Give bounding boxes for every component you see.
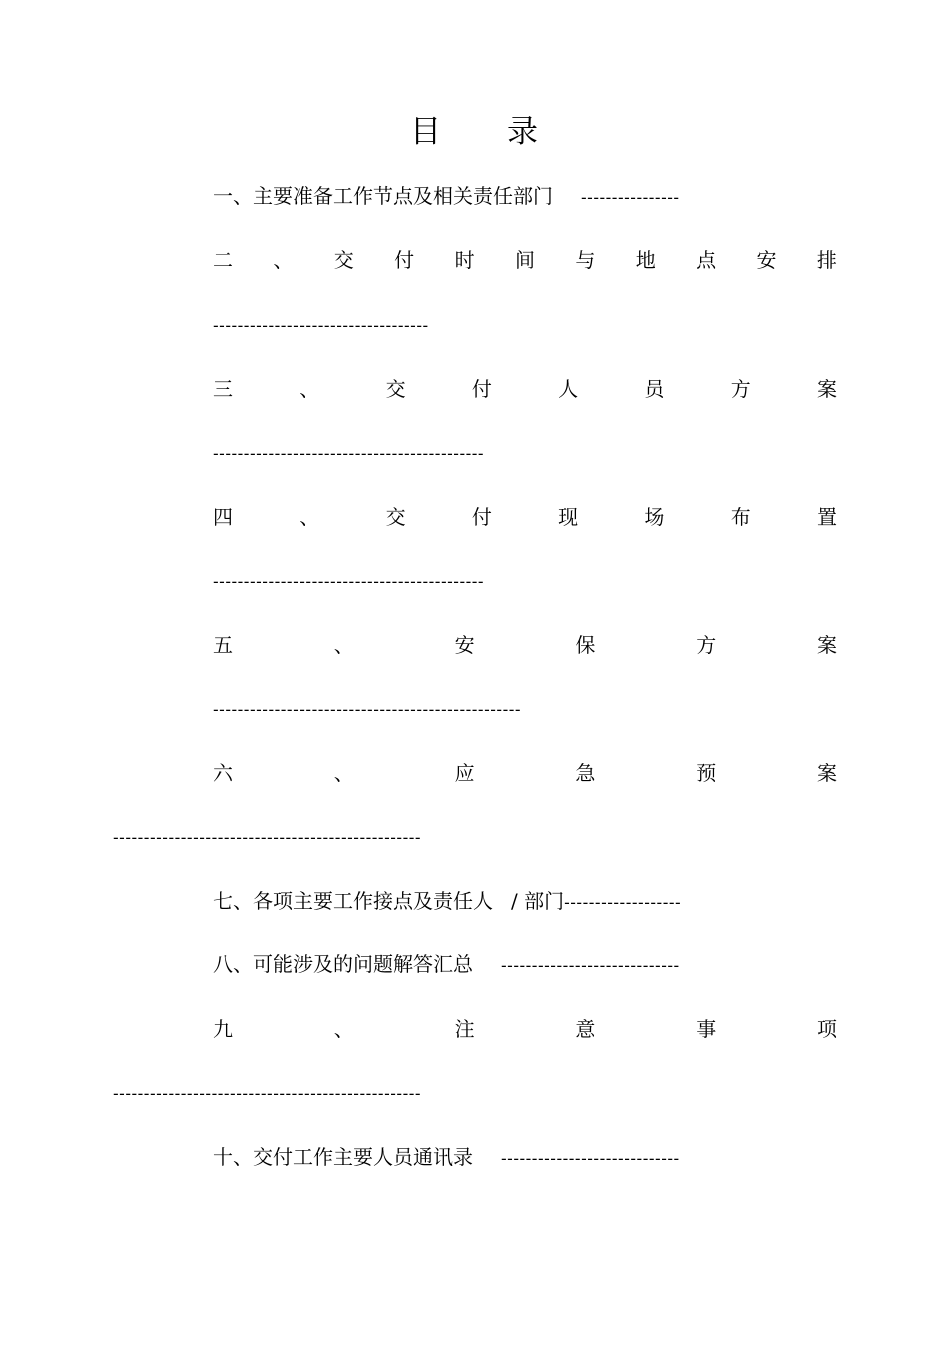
- toc-entry-char: 、: [333, 761, 354, 785]
- toc-entry-char: 二: [213, 248, 233, 272]
- toc-entry-char: 置: [816, 505, 837, 529]
- toc-entry-char: 付: [471, 377, 492, 401]
- toc-entry-text: 一、主要准备工作节点及相关责任部门: [213, 184, 553, 208]
- toc-leader: --------------------------------------------: [213, 572, 485, 591]
- toc-entry-char: 事: [696, 1017, 717, 1041]
- toc-entry-char: 三: [213, 377, 233, 401]
- toc-entry-7[interactable]: [213, 886, 681, 918]
- toc-entry-char: 方: [730, 377, 751, 401]
- toc-entry-char: 九: [213, 1017, 233, 1041]
- toc-entry-char: 、: [333, 633, 354, 657]
- toc-entry-text: 十、交付工作主要人员通讯录: [213, 1145, 473, 1169]
- toc-entry-char: 意: [575, 1017, 596, 1041]
- toc-entry-char: 交: [385, 377, 406, 401]
- toc-entry-char: 预: [696, 761, 717, 785]
- toc-entry-char: 地: [635, 248, 656, 272]
- toc-leader: -----------------------------: [501, 1149, 680, 1168]
- title-char-2: 录: [507, 114, 540, 150]
- toc-entry-char: 项: [816, 1017, 837, 1041]
- toc-leader: --------------------------------------------------: [113, 1084, 422, 1103]
- toc-entry-char: 安: [756, 248, 777, 272]
- toc-entry-char: 布: [730, 505, 751, 529]
- toc-entry-char: 付: [394, 248, 415, 272]
- toc-entry-2[interactable]: [213, 245, 837, 275]
- toc-entry-char: 四: [213, 505, 233, 529]
- toc-entry-char: 场: [644, 505, 665, 529]
- toc-leader: ----------------: [581, 188, 680, 207]
- toc-leader: -----------------------------: [501, 956, 680, 975]
- toc-entry-char: 案: [816, 633, 837, 657]
- toc-entry-char: 五: [213, 633, 233, 657]
- toc-entry-char: 应: [454, 761, 475, 785]
- toc-entry-char: 排: [816, 248, 837, 272]
- title-char-1: 目: [410, 114, 443, 150]
- toc-entry-char: 点: [696, 248, 717, 272]
- toc-entry-char: 人: [558, 377, 579, 401]
- toc-entry-char: 、: [299, 505, 320, 529]
- toc-entry-4[interactable]: [213, 502, 837, 532]
- toc-entry-char: 、: [273, 248, 294, 272]
- toc-entry-char: 交: [385, 505, 406, 529]
- toc-entry-char: 注: [454, 1017, 475, 1041]
- toc-entry-char: 保: [575, 633, 596, 657]
- toc-entry-char: 方: [696, 633, 717, 657]
- toc-leader: --------------------------------------------: [213, 444, 485, 463]
- toc-entry-char: 交: [333, 248, 354, 272]
- toc-entry-char: 员: [644, 377, 665, 401]
- page-title: [0, 108, 950, 156]
- toc-entry-3[interactable]: [213, 374, 837, 404]
- toc-entry-char: 、: [299, 377, 320, 401]
- toc-leader: --------------------------------------------------: [213, 700, 522, 719]
- toc-entry-8[interactable]: [213, 949, 680, 981]
- toc-entry-char: 时: [454, 248, 475, 272]
- toc-entry-text-2: / 部门: [511, 889, 565, 913]
- toc-leader: -------------------: [564, 893, 682, 912]
- toc-entry-char: 付: [471, 505, 492, 529]
- toc-entry-char: 案: [816, 761, 837, 785]
- toc-entry-char: 六: [213, 761, 233, 785]
- toc-entry-char: 间: [514, 248, 535, 272]
- toc-entry-6[interactable]: [213, 758, 837, 788]
- toc-entry-text: 七、各项主要工作接点及责任人: [213, 889, 493, 913]
- toc-entry-char: 与: [575, 248, 596, 272]
- toc-entry-1[interactable]: [213, 181, 680, 213]
- toc-entry-char: 安: [454, 633, 475, 657]
- toc-entry-10[interactable]: [213, 1142, 680, 1174]
- toc-entry-text: 八、可能涉及的问题解答汇总: [213, 952, 473, 976]
- toc-entry-char: 急: [575, 761, 596, 785]
- toc-entry-5[interactable]: [213, 630, 837, 660]
- toc-entry-9[interactable]: [213, 1014, 837, 1044]
- toc-entry-char: 、: [333, 1017, 354, 1041]
- toc-entry-char: 案: [816, 377, 837, 401]
- toc-entry-char: 现: [558, 505, 579, 529]
- toc-leader: --------------------------------------------------: [113, 828, 422, 847]
- toc-leader: -----------------------------------: [213, 316, 429, 335]
